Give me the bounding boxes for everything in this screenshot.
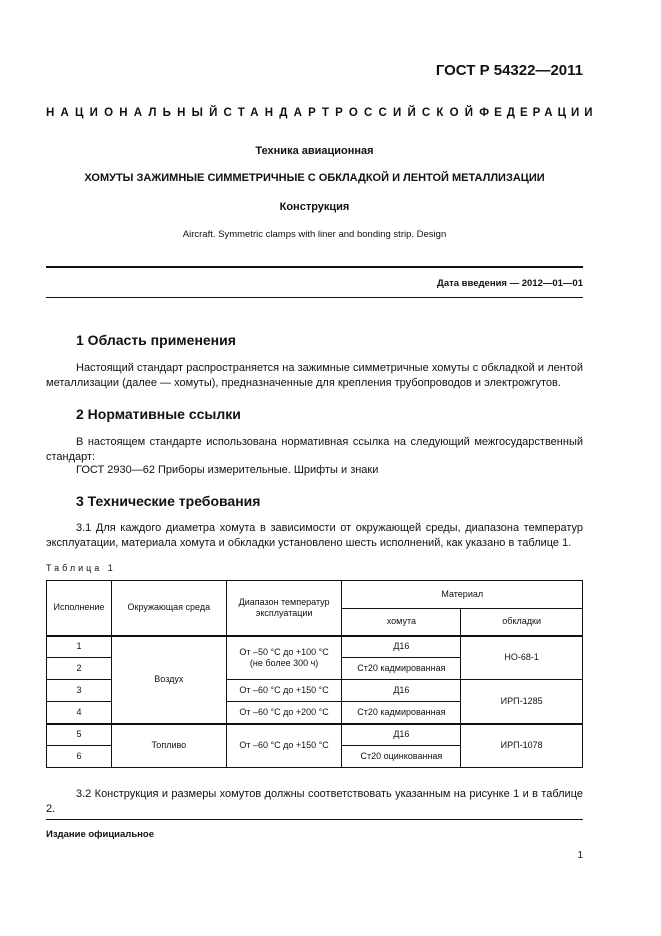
col-header-temperature: Диапазон температур эксплуатации bbox=[226, 581, 342, 636]
page-number: 1 bbox=[577, 850, 583, 861]
cell-version: 6 bbox=[47, 746, 112, 768]
table-caption: Таблица 1 bbox=[46, 563, 116, 573]
divider-line bbox=[46, 266, 583, 268]
cell-version: 3 bbox=[47, 680, 112, 702]
document-number: ГОСТ Р 54322—2011 bbox=[435, 62, 583, 79]
cell-liner: ИРП-1078 bbox=[461, 724, 583, 768]
col-header-liner: обкладки bbox=[461, 609, 583, 636]
cell-clamp: Д16 bbox=[342, 636, 461, 658]
cell-temperature: От –60 °С до +200 °С bbox=[226, 702, 342, 724]
cell-clamp: Ст20 оцинкованная bbox=[342, 746, 461, 768]
section-heading: 2 Нормативные ссылки bbox=[76, 406, 241, 422]
cell-environment: Топливо bbox=[111, 724, 226, 768]
divider-line bbox=[46, 819, 583, 820]
edition-note: Издание официальное bbox=[46, 829, 154, 840]
document-subject: Техника авиационная bbox=[255, 145, 374, 157]
col-header-material: Материал bbox=[342, 581, 583, 609]
cell-version: 4 bbox=[47, 702, 112, 724]
cell-temperature: От –50 °С до +100 °С (не более 300 ч) bbox=[226, 636, 342, 680]
cell-clamp: Д16 bbox=[342, 680, 461, 702]
cell-liner: ИРП-1285 bbox=[461, 680, 583, 724]
col-header-clamp: хомута bbox=[342, 609, 461, 636]
banner-word: НАЦИОНАЛЬНЫЙ bbox=[46, 107, 224, 119]
cell-version: 5 bbox=[47, 724, 112, 746]
table-row bbox=[47, 724, 583, 746]
document-title: ХОМУТЫ ЗАЖИМНЫЕ СИММЕТРИЧНЫЕ С ОБКЛАДКОЙ И ЛЕНТОЙ МЕТАЛЛИЗАЦИИ bbox=[84, 172, 545, 184]
divider-line bbox=[46, 297, 583, 298]
col-header-environment: Окружающая среда bbox=[111, 581, 226, 636]
spec-table bbox=[46, 580, 583, 768]
cell-temperature: От –60 °С до +150 °С bbox=[226, 680, 342, 702]
cell-environment: Воздух bbox=[111, 636, 226, 724]
banner-word: ФЕДЕРАЦИИ bbox=[479, 107, 598, 119]
table-row bbox=[47, 636, 583, 658]
cell-clamp: Д16 bbox=[342, 724, 461, 746]
cell-version: 1 bbox=[47, 636, 112, 658]
section-heading: 1 Область применения bbox=[76, 332, 236, 348]
banner-word: РОССИЙСКОЙ bbox=[335, 107, 480, 119]
cell-temperature: От –60 °С до +150 °С bbox=[226, 724, 342, 768]
paragraph-3-1: 3.1 Для каждого диаметра хомута в зависимости от окружающей среды, диапазона температур эксплуатации, материала хомута и обкладки установлено шесть исполнений, как указано в таблице 1. bbox=[46, 522, 583, 549]
paragraph-3-2: 3.2 Конструкция и размеры хомутов должны соответствовать указанным на рисунке 1 и в таблице 2. bbox=[46, 788, 583, 815]
cell-clamp: Ст20 кадмированная bbox=[342, 658, 461, 680]
document-subtitle: Конструкция bbox=[279, 201, 350, 213]
national-standard-banner bbox=[46, 107, 598, 119]
section-text: Настоящий стандарт распространяется на зажимные симметричные хомуты с обкладкой и лентой металлизации (далее — хомуты), предназначенные для крепления трубопроводов и электрожгутов. bbox=[46, 362, 583, 389]
section-text: В настоящем стандарте использована нормативная ссылка на следующий межгосударственный стандарт: bbox=[46, 436, 583, 463]
cell-liner: НО-68-1 bbox=[461, 636, 583, 680]
section-heading: 3 Технические требования bbox=[76, 493, 261, 509]
banner-word: СТАНДАРТ bbox=[223, 107, 336, 119]
col-header-version: Исполнение bbox=[47, 581, 112, 636]
normative-reference: ГОСТ 2930—62 Приборы измерительные. Шрифты и знаки bbox=[76, 464, 379, 476]
cell-version: 2 bbox=[47, 658, 112, 680]
introduction-date: Дата введения — 2012—01—01 bbox=[437, 278, 583, 289]
english-title: Aircraft. Symmetric clamps with liner and bonding strip. Design bbox=[182, 229, 447, 240]
cell-clamp: Ст20 кадмированная bbox=[342, 702, 461, 724]
